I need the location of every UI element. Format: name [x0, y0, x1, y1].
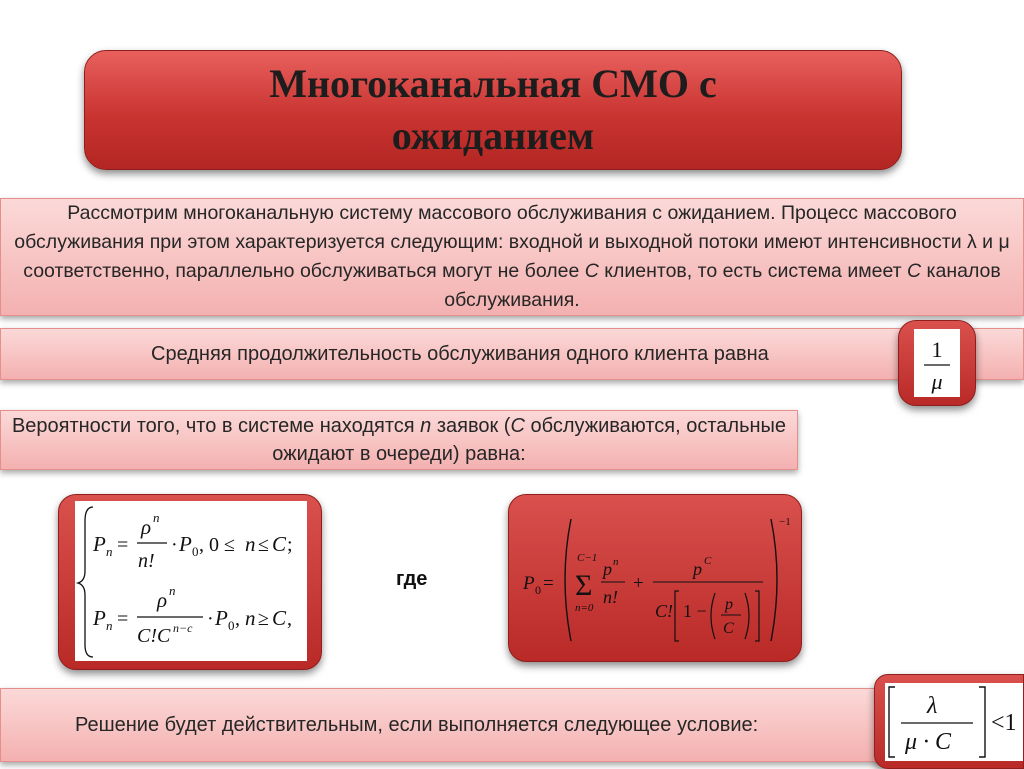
- svg-text:λ: λ: [927, 693, 938, 719]
- title-banner: [84, 50, 902, 170]
- svg-text:p: p: [725, 596, 733, 613]
- intro-panel: [0, 198, 1024, 316]
- avg-formula: [914, 329, 960, 397]
- svg-text:C: C: [272, 606, 287, 630]
- svg-text:−1: −1: [779, 516, 791, 528]
- svg-text:P: P: [523, 573, 535, 594]
- svg-text:n!: n!: [603, 587, 618, 607]
- svg-text:P: P: [215, 606, 228, 630]
- svg-text:1 −: 1 −: [683, 601, 707, 621]
- svg-text:n: n: [245, 532, 256, 556]
- svg-text:, 0 ≤: , 0 ≤: [199, 534, 235, 556]
- svg-text:·: ·: [207, 608, 214, 630]
- condition-panel: [0, 688, 1024, 762]
- svg-text:P: P: [179, 532, 192, 556]
- svg-text:=: =: [117, 608, 129, 630]
- intro-text: Рассмотрим многоканальную систему массового обслуживания с ожиданием. Процесс массового обслуживания при этом характеризуется следующим: входной и выходной потоки имеют интенсивности λ и μ соответственно, параллельно обслуживаться могут не более C клиентов, то есть система имеет C каналов обслуживания.: [14, 202, 1010, 311]
- svg-text:C: C: [704, 555, 712, 567]
- svg-text:=: =: [543, 573, 554, 594]
- svg-text:n: n: [245, 606, 256, 630]
- avg-numerator: 1: [931, 337, 943, 362]
- svg-text:n: n: [613, 556, 619, 568]
- svg-text:C!C: C!C: [137, 625, 171, 647]
- svg-text:n: n: [153, 510, 160, 525]
- svg-text:=: =: [117, 534, 129, 556]
- svg-text:<1: <1: [991, 710, 1017, 736]
- avg-time-text: Средняя продолжительность обслуживания одного клиента равна: [151, 342, 769, 365]
- condition-formula: [885, 683, 1023, 761]
- svg-text:n: n: [106, 544, 113, 559]
- svg-text:C−1: C−1: [577, 552, 598, 564]
- avg-denominator: μ: [931, 369, 943, 394]
- svg-text:n=0: n=0: [575, 602, 594, 614]
- svg-text:0: 0: [228, 618, 235, 633]
- svg-text:Σ: Σ: [575, 569, 593, 602]
- svg-text:≤: ≤: [258, 534, 269, 556]
- svg-text:n−c: n−c: [173, 621, 193, 635]
- svg-text:n: n: [106, 618, 113, 633]
- where-label: где: [396, 568, 428, 590]
- svg-text:C: C: [723, 620, 734, 637]
- svg-text:·: ·: [171, 534, 178, 556]
- avg-formula-box: [898, 320, 976, 406]
- svg-text:n: n: [169, 583, 176, 598]
- svg-text:p: p: [693, 559, 702, 579]
- svg-text:ρ: ρ: [141, 515, 152, 539]
- svg-text:C!: C!: [655, 601, 673, 621]
- svg-text:+: +: [633, 573, 644, 594]
- svg-text:p: p: [603, 559, 612, 579]
- svg-text:;: ;: [287, 534, 293, 556]
- p0-formula: [509, 495, 801, 661]
- svg-text:P: P: [93, 532, 106, 556]
- condition-text: Решение будет действительным, если выполняется следующее условие:: [75, 713, 759, 736]
- probability-text: Вероятности того, что в системе находятся n заявок (C обслуживаются, остальные ожидают в очереди) равна:: [11, 415, 787, 465]
- svg-text:n!: n!: [138, 550, 155, 572]
- probability-panel: [0, 410, 798, 470]
- slide-title: Многоканальная СМО с ожиданием: [269, 61, 717, 158]
- pn-formula: [75, 501, 307, 661]
- svg-text:,: ,: [235, 608, 240, 630]
- svg-text:,: ,: [287, 608, 292, 630]
- svg-text:0: 0: [192, 544, 199, 559]
- svg-text:0: 0: [535, 583, 541, 597]
- avg-time-panel: [0, 328, 1024, 380]
- svg-text:P: P: [93, 606, 106, 630]
- svg-text:≥: ≥: [258, 608, 269, 630]
- svg-text:C: C: [272, 532, 287, 556]
- svg-text:ρ: ρ: [157, 588, 168, 612]
- p0-formula-box: [508, 494, 802, 662]
- svg-text:μ · C: μ · C: [905, 729, 952, 755]
- condition-formula-box: [874, 674, 1024, 769]
- pn-formula-box: [58, 494, 322, 670]
